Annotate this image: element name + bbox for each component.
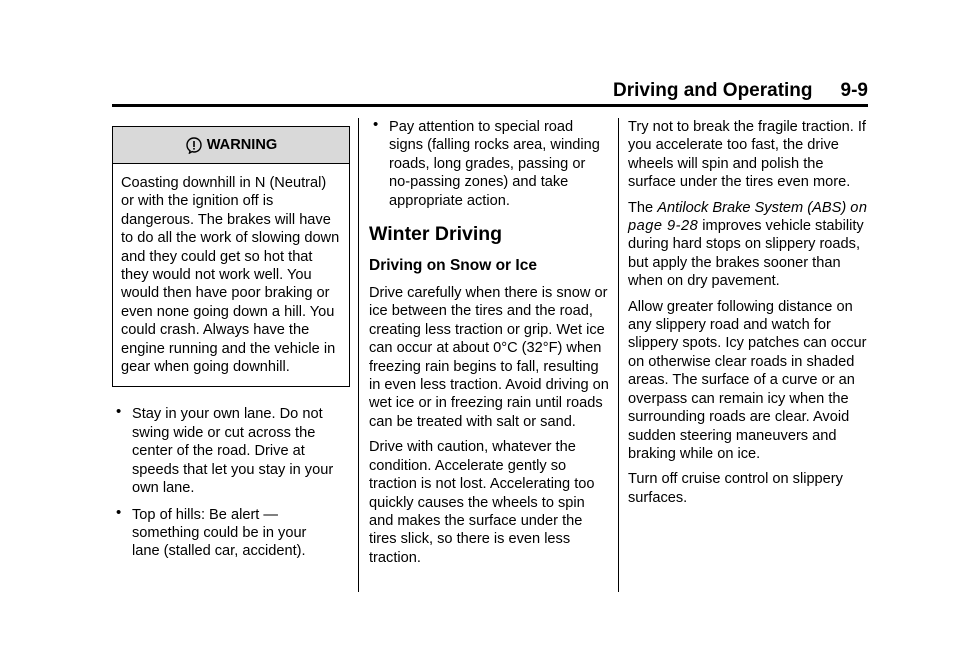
- xref-title: Antilock Brake System (ABS): [657, 199, 847, 216]
- paragraph: Drive carefully when there is snow or ice between the tires and the road, creating less traction or grip. Wet ice can occur at about 0°C (32°F) when freezing rain begins to fall, resulting in even less traction. Avoid driving on wet ice or in freezing rain until roads can be treated with salt or sand.: [369, 285, 609, 430]
- section-heading: Winter Driving: [369, 223, 503, 246]
- paragraph: Drive with caution, whatever the condition. Accelerate gently so traction is not lost. Accelerating too quickly causes the wheels to spin and makes the surface under the tires slick, so there is even less traction.: [369, 439, 595, 566]
- page-header: [112, 76, 868, 107]
- paragraph: Try not to break the fragile traction. If you accelerate too fast, the drive wheels will spin and polish the surface under the tires even more.: [628, 119, 866, 191]
- paragraph-abs: [628, 199, 873, 291]
- list-item: • Top of hills: Be alert — something could be in your lane (stalled car, accident).: [112, 506, 338, 561]
- warning-icon: [185, 136, 203, 154]
- paragraph: Turn off cruise control on slippery surfaces.: [628, 471, 843, 506]
- warning-box: [112, 126, 350, 387]
- column-3: [628, 118, 873, 514]
- warning-header: [113, 127, 349, 164]
- section-title: Driving and Operating: [613, 80, 813, 101]
- abs-prefix: The: [628, 199, 654, 216]
- column-1: [112, 118, 352, 569]
- page-number: 9-9: [840, 80, 868, 101]
- list-item: • Stay in your own lane. Do not swing wide or cut across the center of the road. Drive at speeds that let you stay in your own lane.: [112, 405, 338, 497]
- xref-page: on page 9-28: [628, 199, 868, 235]
- column-divider: [618, 118, 619, 592]
- paragraph: Allow greater following distance on any slippery road and watch for slippery spots. Icy patches can occur on otherwise clear roads in shaded areas. The surface of a curve or an overpass can remain icy when the surrounding roads are clear. Avoid sudden steering maneuvers and braking while on ice.: [628, 298, 867, 462]
- list-item: • Pay attention to special road signs (falling rocks area, winding roads, long grades, passing or no-passing zones) and take appropriate action.: [369, 118, 609, 210]
- column-divider: [358, 118, 359, 592]
- sub-heading: Driving on Snow or Ice: [369, 257, 537, 275]
- col2-bullet-list: [369, 118, 609, 210]
- column-2: [369, 118, 609, 574]
- warning-title: WARNING: [206, 136, 278, 153]
- warning-text: Coasting downhill in N (Neutral) or with the ignition off is dangerous. The brakes will have to do all the work of slowing down and they could get so hot that they would not work well. You would then have poor braking or even none going down a hill. You could crash. Always have the engine running and the vehicle in gear when going downhill.: [121, 175, 340, 376]
- abs-suffix: improves vehicle stability during hard stops on slippery roads, but apply the brakes sooner than when on dry pavement.: [628, 218, 864, 290]
- col1-bullet-list: [112, 405, 338, 560]
- header-text: [613, 80, 868, 102]
